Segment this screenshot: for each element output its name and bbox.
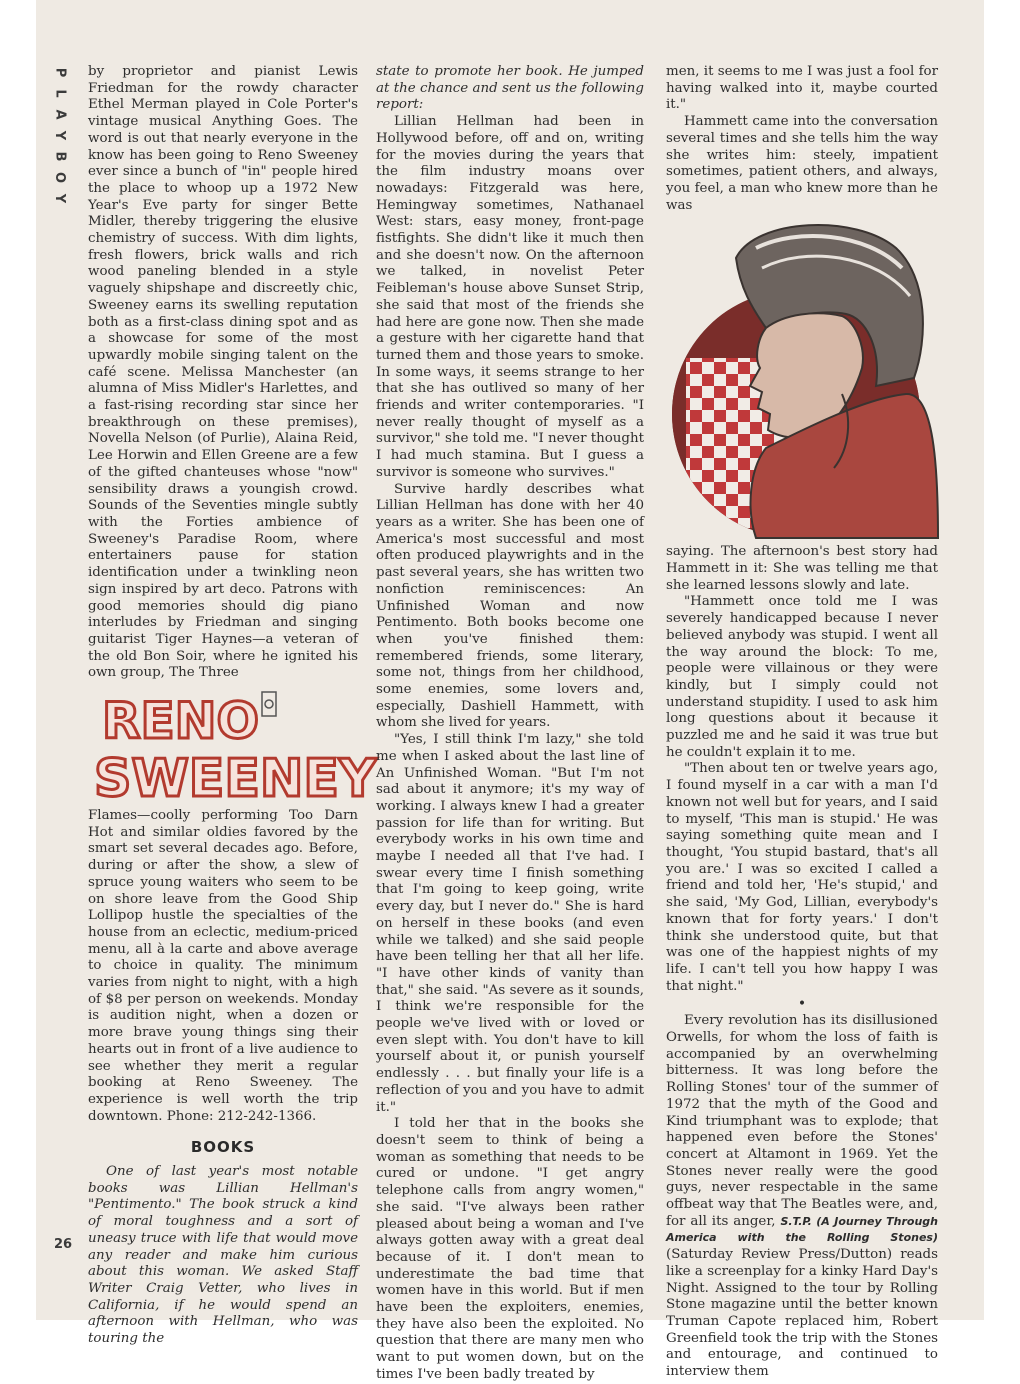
- books-intro: One of last year's most notable books was Lillian Hellman's "Pentimento." The book struck a kind of moral toughness and a sort of uneasy truce with life that would move any reader and make him curious about this woman. We asked Staff Writer Craig Vetter, who lives in California, if he would spend an afternoon with Hellman, who was touring the: [88, 1164, 358, 1347]
- magazine-page: [36, 0, 984, 1382]
- hellman-p5: men, it seems to me I was just a fool for having walked into it, maybe courted it.": [666, 64, 938, 113]
- reno-sweeney-review-p1: by proprietor and pianist Lewis Friedman for the rowdy character Ethel Merman played in Cole Porter's vintage musical Anything Goes. The word is out that nearly everyone in the know has been going to Reno Sweeney ever since a bunch of "in" people hired the place to whoop up a 1972 New Year's Eve party for singer Bette Midler, thereby triggering the elusive chemistry of success. With dim lights, fresh flowers, brick walls and rich wood paneling blended in a style vaguely shipshape and discreetly chic, Sweeney earns its swelling reputation both as a first-class dining spot and as a showcase for some of the most upwardly mobile singing talent on the café scene. Melissa Manchester (an alumna of Miss Midler's Harlettes, and a fast-rising recording star since her breakthrough on these premises), Novella Nelson (of Purlie), Alaina Reid, Lee Horwin and Ellen Greene are a few of the gifted chanteuses whose "now" sensibility draws a youngish crowd. Sounds of the Seventies mingle subtly with the Forties ambience of Sweeney's Paradise Room, where entertainers pause for station identification under a twinkling neon sign inspired by art deco. Patrons with good memories should dig piano interludes by Friedman and singing guitarist Tiger Haynes—a veteran of the old Bon Soir, where he ignited his own group, The Three: [88, 64, 358, 681]
- vertical-magazine-title: [50, 62, 70, 209]
- column-1: [88, 64, 377, 1348]
- stones-review-p1: [666, 1013, 938, 1380]
- hellman-p6: Hammett came into the conversation several times and she tells him the way she writes him: steely, impatient sometimes, patient others, and always, you feel, a man who knew more than he was: [666, 114, 938, 213]
- vertical-title-letter: Y: [52, 193, 68, 204]
- hellman-p2: Survive hardly describes what Lillian Hellman has done with her 40 years as a writer. She has been one of America's most successful and most often produced playwrights and in the past several years, she has written two nonfiction reminiscences: An Unfinished Woman and now Pentimento. Both books become one when you've finished them: remembered friends, some literary, some not, things from her childhood, some enemies, some lovers and, especially, Dashiell Hammett, with whom she lived for years.: [376, 481, 644, 731]
- stp-book-title: S.T.P. (A Journey Through America with the Rolling Stones): [666, 1214, 938, 1245]
- reno-sweeney-review-p2: Flames—coolly performing Too Darn Hot and similar oldies favored by the smart set several decades ago. Before, during or after the show, a slew of spruce young waiters who seem to be on shore leave from the Good Ship Lollipop hustle the specialties of the house from an eclectic, medium-priced menu, all à la carte and above average to choice in quality. The minimum varies from night to night, with a high of $8 per person on weekends. Monday is audition night, when a dozen or more brave young things sing their hearts out in front of a live audience to see whether they merit a regular booking at Reno Sweeney. The experience is well worth the trip downtown. Phone: 212-242-1366.: [88, 808, 358, 1124]
- logo-line-2: SWEENEY: [94, 749, 377, 810]
- portrait-art: [666, 218, 938, 538]
- hellman-p9: "Then about ten or twelve years ago, I found myself in a car with a man I'd known not well but for years, and I said to myself, 'This man is stupid.' He was saying something quite mean and I thought, 'You stupid bastard, that's all you are.' I was so excited I called a friend and told her, 'He's stupid,' and she said, 'My God, Lillian, everybody's known that for forty years.' I don't think she understood quite, but that was one of the happiest nights of my life. I can't tell you how happy I was that night.": [666, 761, 938, 994]
- books-heading: BOOKS: [190, 1138, 256, 1157]
- reno-sweeney-neon-sign: [88, 686, 377, 810]
- vertical-title-letter: A: [52, 109, 68, 120]
- section-bullet: •: [797, 996, 807, 1013]
- vertical-title-letter: B: [52, 151, 68, 162]
- vertical-title-letter: O: [52, 171, 68, 184]
- vertical-title-letter: P: [52, 67, 68, 78]
- books-intro-continued: state to promote her book. He jumped at the chance and sent us the following report:: [376, 64, 644, 113]
- vertical-title-letter: L: [52, 89, 68, 98]
- stones-review-p1-b: (Saturday Review Press/Dutton) reads like a screenplay for a kinky Hard Day's Night. Assigned to the tour by Rolling Stone magazine until the better known Truman Capote replaced him, Robert Greenfield took the trip with the Stones and entourage, and continued to interview them: [666, 1247, 938, 1380]
- column-3: [666, 64, 938, 1381]
- hellman-portrait-illustration: [666, 218, 938, 538]
- hellman-p4: I told her that in the books she doesn't seem to think of being a woman as something that needs to be cured or undone. "I get angry telephone calls from angry women," she said. "I've always been rather pleased about being a woman and I've always gotten away with a great deal because of it. I don't mean to underestimate the bad time that women have in this world. But if men have been the exploiters, enemies, they have also been the exploited. No question that there are many men who want to put women down, but on the times I've been badly treated by: [376, 1116, 644, 1382]
- stones-review-p1-a: Every revolution has its disillusioned Orwells, for whom the loss of faith is accompanied by an overwhelming bitterness. It was long before the Rolling Stones' tour of the summer of 1972 that the myth of the Good and Kind triumphant was to explode; that happened even before the Stones' concert at Altamont in 1969. Yet the Stones never really were the good guys, never respectable in the same offbeat way that The Beatles were, and, for all its anger,: [666, 1013, 938, 1229]
- column-2: [376, 64, 644, 1384]
- hellman-p3: "Yes, I still think I'm lazy," she told me when I asked about the last line of An Unfinished Woman. "But I'm not sad about it anymore; it's my way of working. I always knew I had a greater passion for life than for writing. But everybody works in his own time and maybe I needed all that I've had. I swear every time I finish something that I'm going to keep going, write every day, but I never do." She is hard on herself in these books (and even while we talked) and she said people have been telling her that all her life. "I have other kinds of vanity than that," she said. "As severe as it sounds, I think we're responsible for the people we've lived with or loved or even slept with. You don't have to kill yourself about it, or punish yourself endlessly . . . but finally your life is a reflection of you and you have to admit it.": [376, 732, 644, 1115]
- hellman-p7: saying. The afternoon's best story had Hammett in it: She was telling me that she learned lessons slowly and late.: [666, 544, 938, 593]
- hellman-p1: Lillian Hellman had been in Hollywood before, off and on, writing for the movies during the years that the film industry moans over nowadays: Fitzgerald was here, Hemingway sometimes, Nathanael West: stars, easy money, front-page fistfights. She didn't like it much then and she doesn't now. On the afternoon we talked, in novelist Peter Feibleman's house above Sunset Strip, she said that most of the friends she had here are gone now. Then she made a gesture with her cigarette hand that turned them and those years to smoke. In some ways, it seems strange to her that she has outlived so many of her friends and writer contemporaries. "I never really thought of myself as a survivor," she told me. "I never thought I had much stamina. But I guess a survivor is someone who survives.": [376, 114, 645, 480]
- logo-line-1: RENO: [102, 692, 260, 751]
- page-number: 26: [54, 1237, 73, 1252]
- vertical-title-letter: Y: [52, 130, 68, 141]
- reno-sweeney-logo: [88, 686, 377, 810]
- hellman-p8: "Hammett once told me I was severely handicapped because I never believed anybody was stupid. I went all the way around the block: To me, people were villainous or they were kindly, but I simply could not understand stupidity. I used to ask him long questions about it because it puzzled me and he said it was true but he couldn't explain it to me.: [666, 594, 938, 760]
